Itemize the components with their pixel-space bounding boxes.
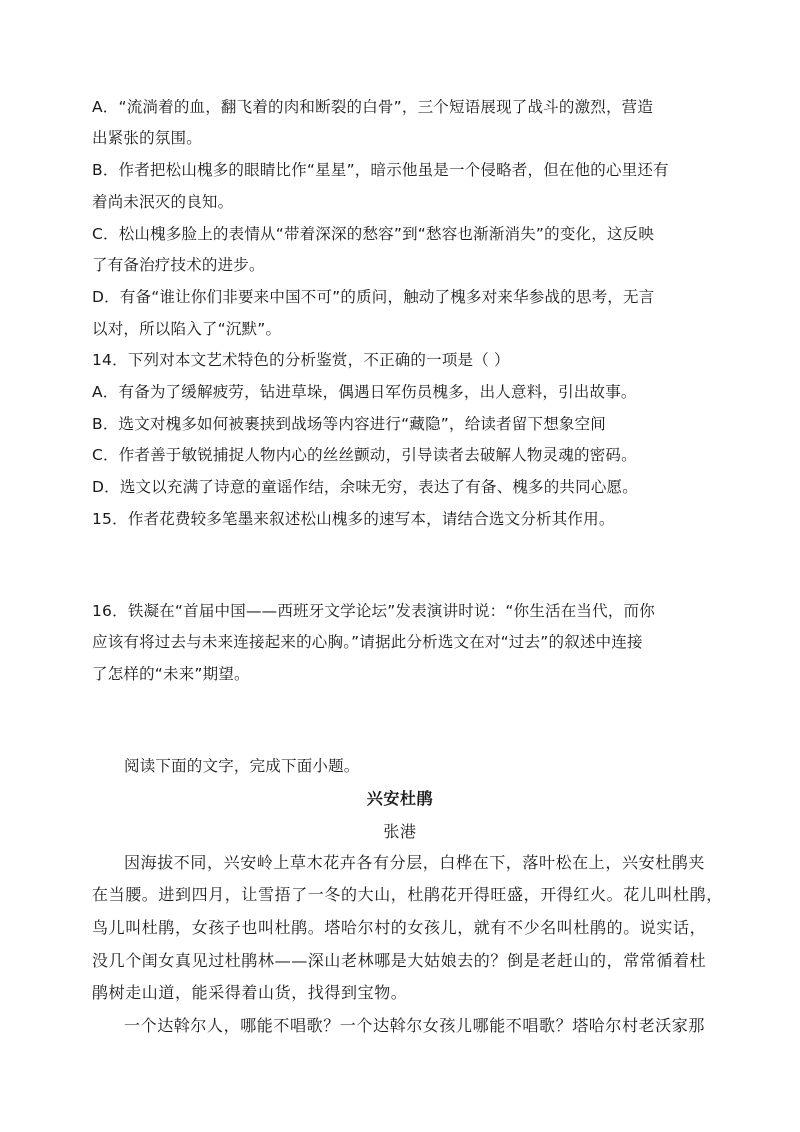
- q14-option-c: C．作者善于敏锐捕捉人物内心的丝丝颤动，引导读者去破解人物灵魂的密码。: [92, 446, 637, 464]
- q16-line2: 应该有将过去与未来连接起来的心胸。”请据此分析选文在对“过去”的叙述中连接: [92, 633, 643, 651]
- q15-stem: 15．作者花费较多笔墨来叙述松山槐多的速写本，请结合选文分析其作用。: [92, 510, 615, 528]
- q13-option-d-line2: 以对，所以陷入了“沉默”。: [92, 320, 282, 338]
- q16-line1: 16．铁凝在“首届中国——西班牙文学论坛”发表演讲时说：“你生活在当代，而你: [92, 602, 655, 620]
- q13-option-b-line2: 着尚未泯灭的良知。: [92, 193, 234, 211]
- q13-option-a-line2: 出紧张的氛围。: [92, 129, 202, 147]
- q14-option-d: D．选文以充满了诗意的童谣作结，余味无穷，表达了有备、槐多的共同心愿。: [92, 478, 638, 496]
- paragraph1-line5: 鹃树走山道，能采得着山货，找得到宝物。: [92, 983, 408, 1002]
- q14-stem: 14．下列对本文艺术特色的分析鉴赏，不正确的一项是（ ）: [92, 351, 510, 369]
- passage-author: 张港: [383, 822, 417, 841]
- q13-option-c-line2: 了有备治疗技术的进步。: [92, 256, 265, 274]
- q14-option-a: A．有备为了缓解疲劳，钻进草垛，偶遇日军伤员槐多，出人意料，引出故事。: [92, 383, 637, 401]
- q16-line3: 了怎样的“未来”期望。: [92, 665, 250, 683]
- passage-title: 兴安杜鹃: [366, 789, 434, 808]
- q14-option-b: B．选文对槐多如何被裹挟到战场等内容进行“藏隐”，给读者留下想象空间: [92, 415, 606, 433]
- q13-option-b-line1: B．作者把松山槐多的眼睛比作“星星”，暗示他虽是一个侵略者，但在他的心里还有: [92, 161, 669, 179]
- q13-option-a-line1: A．“流淌着的血，翻飞着的肉和断裂的白骨”，三个短语展现了战斗的激烈，营造: [92, 98, 654, 116]
- reading-instruction: 阅读下面的文字，完成下面小题。: [124, 757, 360, 775]
- q13-option-d-line1: D．有备“谁让你们非要来中国不可”的质问，触动了槐多对来华参战的思考，无言: [92, 288, 655, 306]
- paragraph1-line3: 鸟儿叫杜鹃，女孩子也叫杜鹃。塔哈尔村的女孩儿，就有不少名叫杜鹃的。说实话，: [92, 918, 707, 937]
- q13-option-c-line1: C．松山槐多脸上的表情从“带着深深的愁容”到“愁容也渐渐消失”的变化，这反映: [92, 225, 655, 243]
- paragraph2-line1: 一个达斡尔人，哪能不唱歌？一个达斡尔女孩儿哪能不唱歌？塔哈尔村老沃家那: [124, 1016, 706, 1035]
- paragraph1-line2: 在当腰。进到四月，让雪捂了一冬的大山，杜鹃花开得旺盛，开得红火。花儿叫杜鹃，: [92, 885, 723, 904]
- paragraph1-line1: 因海拔不同，兴安岭上草木花卉各有分层，白桦在下，落叶松在上，兴安杜鹃夹: [124, 853, 706, 872]
- paragraph1-line4: 没几个闺女真见过杜鹃林——深山老林哪是大姑娘去的？倒是老赶山的，常常循着杜: [92, 951, 707, 970]
